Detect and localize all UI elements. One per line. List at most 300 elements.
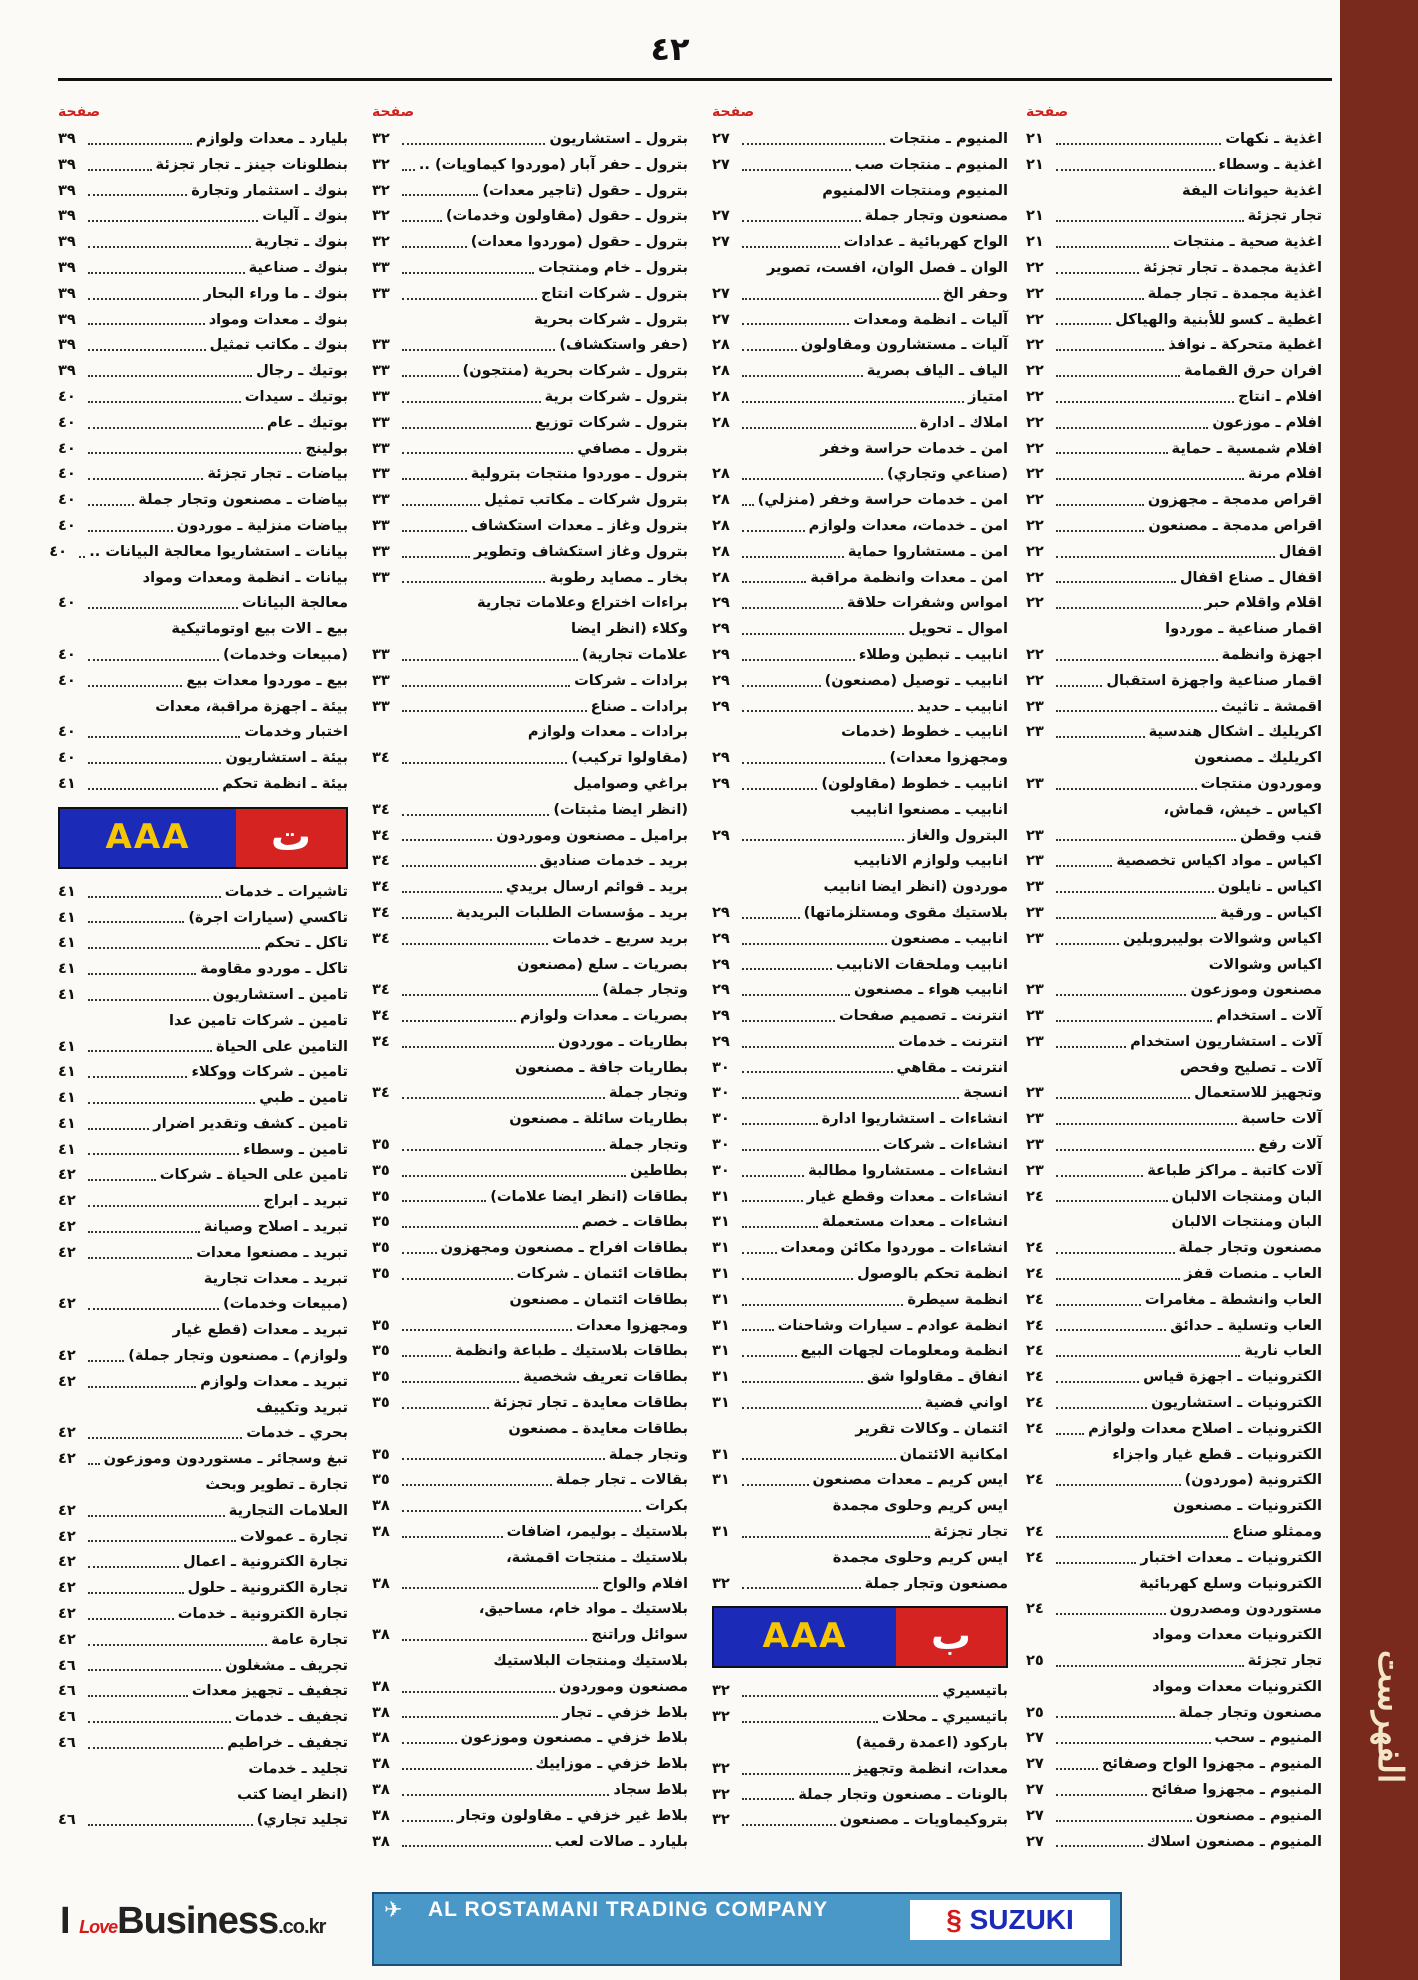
index-entry[interactable] [58,1008,348,1034]
entry-label: بلاستيك ـ مواد خام، مساحيق، [478,1600,688,1618]
index-entry[interactable] [1026,1261,1322,1287]
index-entry[interactable] [58,1498,348,1524]
index-entry[interactable] [712,1730,1008,1756]
index-entry[interactable] [1026,332,1322,358]
index-entry[interactable] [712,1313,1008,1339]
index-entry[interactable] [372,126,688,152]
index-entry[interactable] [1026,1287,1322,1313]
index-entry[interactable] [58,152,348,178]
index-entry[interactable] [1026,1622,1322,1648]
index-entry[interactable] [712,1235,1008,1261]
entry-label: بخار ـ مصايد رطوبة [549,568,688,586]
index-entry[interactable] [372,1390,688,1416]
index-entry[interactable] [372,229,688,255]
index-entry[interactable] [1026,1003,1322,1029]
index-entry[interactable] [712,1678,1008,1704]
index-entry[interactable] [372,1442,688,1468]
index-entry[interactable] [1026,926,1322,952]
index-entry[interactable] [712,668,1008,694]
index-entry[interactable] [1026,1442,1322,1468]
index-entry[interactable] [58,590,348,616]
entry-label: تامين على الحياة ـ شركات [159,1166,348,1184]
index-entry[interactable] [712,1493,1008,1519]
index-entry[interactable] [58,126,348,152]
index-entry[interactable] [58,719,348,745]
index-entry[interactable] [372,281,688,307]
index-entry[interactable] [1026,178,1322,204]
index-entry[interactable] [1026,874,1322,900]
index-entry[interactable] [372,1803,688,1829]
index-entry[interactable] [1026,1674,1322,1700]
index-entry[interactable] [372,513,688,539]
index-entry[interactable] [58,1756,348,1782]
index-entry[interactable] [58,1188,348,1214]
index-entry[interactable] [372,1261,688,1287]
index-entry[interactable] [58,565,348,591]
index-entry[interactable] [1026,694,1322,720]
index-entry[interactable] [58,203,348,229]
index-entry[interactable] [1026,977,1322,1003]
index-entry[interactable] [712,281,1008,307]
index-entry[interactable] [1026,1519,1322,1545]
index-entry[interactable] [712,1184,1008,1210]
dot-leader [742,1407,921,1409]
entry-label: اغذية حيوانات اليفة [1182,181,1322,199]
index-entry[interactable] [58,771,348,797]
index-entry[interactable] [58,255,348,281]
index-entry[interactable] [1026,1338,1322,1364]
index-entry[interactable] [1026,513,1322,539]
index-entry[interactable] [1026,307,1322,333]
index-entry[interactable] [712,1364,1008,1390]
index-entry[interactable] [1026,668,1322,694]
dot-leader [1056,891,1214,893]
index-entry[interactable] [58,461,348,487]
entry-page-number: ٤٢ [58,1166,76,1184]
index-entry[interactable] [58,307,348,333]
index-entry[interactable] [712,745,1008,771]
index-entry[interactable] [1026,1700,1322,1726]
index-entry[interactable] [1026,952,1322,978]
index-entry[interactable] [712,487,1008,513]
index-entry[interactable] [712,565,1008,591]
index-entry[interactable] [372,461,688,487]
index-entry[interactable] [372,384,688,410]
index-entry[interactable] [58,513,348,539]
index-entry[interactable] [58,1343,348,1369]
index-entry[interactable] [58,1524,348,1550]
index-entry[interactable] [58,410,348,436]
entry-page-number: ٤٠ [58,439,76,457]
index-entry[interactable] [372,203,688,229]
index-entry[interactable] [1026,436,1322,462]
index-entry[interactable] [58,1704,348,1730]
index-entry[interactable] [1026,1106,1322,1132]
index-entry[interactable] [1026,1235,1322,1261]
index-entry[interactable] [712,1442,1008,1468]
index-entry[interactable] [1026,771,1322,797]
index-entry[interactable] [372,1648,688,1674]
index-entry[interactable] [1026,1493,1322,1519]
index-entry[interactable] [372,1158,688,1184]
index-entry[interactable] [1026,719,1322,745]
index-entry[interactable] [712,1261,1008,1287]
index-entry[interactable] [372,1493,688,1519]
index-entry[interactable] [1026,900,1322,926]
index-entry[interactable] [1026,1080,1322,1106]
dot-leader [742,607,843,609]
index-entry[interactable] [58,668,348,694]
index-entry[interactable] [58,358,348,384]
index-entry[interactable] [58,1782,348,1808]
index-entry[interactable] [1026,1829,1322,1855]
index-entry[interactable] [1026,281,1322,307]
index-entry[interactable] [58,879,348,905]
dot-leader [402,1020,516,1022]
index-entry[interactable] [372,977,688,1003]
index-entry[interactable] [372,539,688,565]
entry-page-number: ٣٣ [372,336,390,354]
index-entry[interactable] [712,178,1008,204]
index-entry[interactable] [58,745,348,771]
index-entry[interactable] [372,307,688,333]
index-entry[interactable] [1026,410,1322,436]
index-entry[interactable] [372,616,688,642]
index-entry[interactable] [712,203,1008,229]
index-entry[interactable] [712,1055,1008,1081]
index-entry[interactable] [712,1782,1008,1808]
index-entry[interactable] [372,1209,688,1235]
index-entry[interactable] [712,152,1008,178]
index-entry[interactable] [58,178,348,204]
entry-label: بترول وغاز استكشاف وتطوير [474,542,688,560]
index-entry[interactable] [372,358,688,384]
index-entry[interactable] [1026,1313,1322,1339]
index-entry[interactable] [1026,745,1322,771]
index-entry[interactable] [58,1240,348,1266]
index-entry[interactable] [1026,539,1322,565]
index-entry[interactable] [1026,229,1322,255]
index-entry[interactable] [372,874,688,900]
index-entry[interactable] [1026,616,1322,642]
index-entry[interactable] [712,1571,1008,1597]
index-entry[interactable] [712,461,1008,487]
index-entry[interactable] [372,1751,688,1777]
index-entry[interactable] [58,642,348,668]
index-entry[interactable] [372,436,688,462]
index-entry[interactable] [712,694,1008,720]
index-entry[interactable] [712,1704,1008,1730]
index-entry[interactable] [58,1395,348,1421]
index-entry[interactable] [1026,848,1322,874]
index-entry[interactable] [372,1003,688,1029]
entry-page-number: ٣٩ [58,336,76,354]
entry-label: تبريد ـ ابراج [263,1192,348,1210]
index-entry[interactable] [712,1158,1008,1184]
index-entry[interactable] [58,1420,348,1446]
entry-label: بترول ـ شركات توزيع [534,413,688,431]
index-entry[interactable] [58,930,348,956]
entry-label: بترول ـ حقول (موردوا معدات) [470,233,688,251]
index-entry[interactable] [58,1059,348,1085]
index-entry[interactable] [372,1622,688,1648]
index-entry[interactable] [58,1807,348,1833]
index-entry[interactable] [1026,823,1322,849]
index-entry[interactable] [1026,1751,1322,1777]
index-entry[interactable] [712,900,1008,926]
index-entry[interactable] [1026,1545,1322,1571]
index-entry[interactable] [58,1266,348,1292]
index-entry[interactable] [372,1029,688,1055]
index-entry[interactable] [58,1653,348,1679]
dot-leader [402,1458,605,1460]
index-entry[interactable] [1026,461,1322,487]
index-entry[interactable] [372,1416,688,1442]
index-entry[interactable] [1026,255,1322,281]
index-entry[interactable] [58,1369,348,1395]
index-entry[interactable] [58,1034,348,1060]
entry-label: تبريد ـ معدات ولوازم [200,1372,348,1390]
index-entry[interactable] [372,1571,688,1597]
index-entry[interactable] [712,1807,1008,1833]
index-entry[interactable] [712,539,1008,565]
dot-leader [402,1355,451,1357]
index-entry[interactable] [372,565,688,591]
index-entry[interactable] [372,152,688,178]
entry-page-number: ٣٩ [58,233,76,251]
index-entry[interactable] [372,332,688,358]
index-entry[interactable] [372,1467,688,1493]
index-entry[interactable] [712,977,1008,1003]
index-entry[interactable] [712,874,1008,900]
index-entry[interactable] [1026,152,1322,178]
index-entry[interactable] [58,694,348,720]
index-entry[interactable] [712,848,1008,874]
index-entry[interactable] [712,436,1008,462]
index-entry[interactable] [1026,1596,1322,1622]
index-entry[interactable] [1026,1055,1322,1081]
index-entry[interactable] [372,178,688,204]
index-entry[interactable] [1026,1803,1322,1829]
index-entry[interactable] [372,900,688,926]
index-entry[interactable] [712,926,1008,952]
index-entry[interactable] [372,1080,688,1106]
index-entry[interactable] [712,1416,1008,1442]
entry-page-number: ٣٢ [712,1759,730,1777]
index-entry[interactable] [372,1106,688,1132]
index-entry[interactable] [372,1829,688,1855]
index-entry[interactable] [58,487,348,513]
index-entry[interactable] [372,1700,688,1726]
advertisement-banner[interactable] [372,1892,1122,1966]
index-entry[interactable] [712,719,1008,745]
index-entry[interactable] [58,436,348,462]
dot-leader [88,607,238,609]
entry-page-number: ٤٢ [58,1605,76,1623]
index-entry[interactable] [372,1596,688,1622]
index-entry[interactable] [58,1162,348,1188]
index-entry[interactable] [58,1446,348,1472]
index-entry[interactable] [372,1725,688,1751]
index-entry[interactable] [58,281,348,307]
index-entry[interactable] [58,616,348,642]
index-entry[interactable] [372,487,688,513]
index-entry[interactable] [712,332,1008,358]
index-entry[interactable] [712,1756,1008,1782]
entry-label: بصريات ـ معدات ولوازم [520,1007,688,1025]
index-entry[interactable] [58,229,348,255]
index-entry[interactable] [372,1287,688,1313]
index-entry[interactable] [58,1214,348,1240]
dot-leader [88,1257,192,1259]
entry-page-number: ٢٢ [1026,413,1044,431]
index-entry[interactable] [1026,1364,1322,1390]
index-entry[interactable] [1026,1648,1322,1674]
brand-logo[interactable] [60,1900,325,1943]
dot-leader [88,220,258,222]
index-entry[interactable] [1026,565,1322,591]
entry-page-number: ٢٣ [1026,1032,1044,1050]
index-entry[interactable] [58,1575,348,1601]
index-entry[interactable] [58,982,348,1008]
index-entry[interactable] [372,410,688,436]
index-entry[interactable] [58,1472,348,1498]
index-entry[interactable] [372,1674,688,1700]
index-entry[interactable] [1026,590,1322,616]
index-entry[interactable] [58,1549,348,1575]
index-entry[interactable] [712,797,1008,823]
index-entry[interactable] [372,1132,688,1158]
index-entry[interactable] [712,410,1008,436]
index-entry[interactable] [712,1519,1008,1545]
index-entry[interactable] [372,1235,688,1261]
index-entry[interactable] [49,539,348,565]
index-entry[interactable] [58,1291,348,1317]
index-entry[interactable] [712,1390,1008,1416]
index-entry[interactable] [372,668,688,694]
index-entry[interactable] [58,1111,348,1137]
index-entry[interactable] [712,1080,1008,1106]
index-entry[interactable] [1026,1725,1322,1751]
index-entry[interactable] [712,1132,1008,1158]
index-entry[interactable] [712,1467,1008,1493]
index-entry[interactable] [712,255,1008,281]
entry-label: تبريد ـ معدات (قطع غيار [172,1321,348,1339]
index-entry[interactable] [58,1730,348,1756]
index-entry[interactable] [712,642,1008,668]
index-entry[interactable] [372,590,688,616]
index-entry[interactable] [372,1364,688,1390]
index-entry[interactable] [712,1287,1008,1313]
index-entry[interactable] [372,1184,688,1210]
entry-label: اقراص مدمجة ـ مجهزون [1147,491,1322,509]
index-entry[interactable] [712,1106,1008,1132]
index-entry[interactable] [58,1137,348,1163]
index-entry[interactable] [1026,1158,1322,1184]
index-entry[interactable] [1026,1416,1322,1442]
index-entry[interactable] [1026,1029,1322,1055]
dot-leader [402,1691,555,1693]
index-entry[interactable] [372,926,688,952]
index-entry[interactable] [58,905,348,931]
index-entry[interactable] [712,771,1008,797]
index-entry[interactable] [58,1601,348,1627]
index-entry[interactable] [712,1545,1008,1571]
index-entry[interactable] [712,1003,1008,1029]
index-entry[interactable] [1026,384,1322,410]
index-entry[interactable] [1026,1571,1322,1597]
index-entry[interactable] [372,1338,688,1364]
index-entry[interactable] [712,823,1008,849]
index-entry[interactable] [1026,358,1322,384]
index-entry[interactable] [58,1317,348,1343]
index-entry[interactable] [372,952,688,978]
index-entry[interactable] [372,1545,688,1571]
index-entry[interactable] [712,307,1008,333]
index-entry[interactable] [58,956,348,982]
index-entry[interactable] [712,1338,1008,1364]
index-entry[interactable] [58,1678,348,1704]
index-entry[interactable] [1026,1390,1322,1416]
index-entry[interactable] [58,384,348,410]
index-entry[interactable] [712,126,1008,152]
index-entry[interactable] [372,1777,688,1803]
index-entry[interactable] [372,719,688,745]
index-entry[interactable] [58,1627,348,1653]
index-entry[interactable] [372,848,688,874]
index-entry[interactable] [1026,1132,1322,1158]
dot-leader [742,143,885,145]
index-entry[interactable] [58,1085,348,1111]
index-entry[interactable] [58,332,348,358]
index-entry[interactable] [712,616,1008,642]
index-entry[interactable] [1026,1209,1322,1235]
index-entry[interactable] [1026,1184,1322,1210]
index-entry[interactable] [712,384,1008,410]
index-entry[interactable] [1026,487,1322,513]
index-entry[interactable] [1026,797,1322,823]
index-entry[interactable] [372,1313,688,1339]
index-entry[interactable] [1026,1467,1322,1493]
index-entry[interactable] [372,1055,688,1081]
index-entry[interactable] [1026,1777,1322,1803]
dot-leader [742,659,855,661]
index-entry[interactable] [712,952,1008,978]
index-entry[interactable] [712,229,1008,255]
entry-label: تجريف ـ مشغلون [225,1656,348,1674]
index-entry[interactable] [372,642,688,668]
index-entry[interactable] [712,1209,1008,1235]
index-entry[interactable] [372,797,688,823]
index-entry[interactable] [372,694,688,720]
index-entry[interactable] [372,255,688,281]
index-entry[interactable] [372,745,688,771]
entry-page-number: ٣٨ [372,1677,390,1695]
index-entry[interactable] [712,358,1008,384]
index-entry[interactable] [372,771,688,797]
dot-leader [742,762,885,764]
index-entry[interactable] [712,1029,1008,1055]
index-entry[interactable] [1026,126,1322,152]
dot-leader [402,220,442,222]
index-entry[interactable] [1026,642,1322,668]
index-entry[interactable] [372,823,688,849]
entry-page-number: ٢٩ [712,981,730,999]
index-entry[interactable] [712,513,1008,539]
index-entry[interactable] [1026,203,1322,229]
index-entry[interactable] [712,590,1008,616]
index-entry[interactable] [372,1519,688,1545]
